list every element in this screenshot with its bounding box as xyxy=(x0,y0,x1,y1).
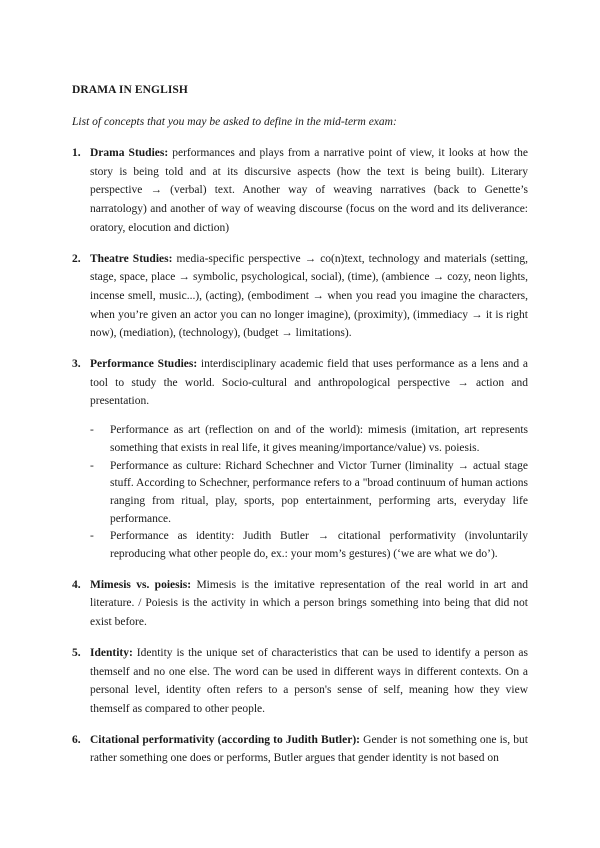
item-content xyxy=(90,355,528,411)
document-title: DRAMA IN ENGLISH xyxy=(72,84,188,96)
bullet-item-identity xyxy=(90,528,528,563)
item-term: Drama Studies: xyxy=(90,147,169,159)
concept-item-identity xyxy=(72,644,528,719)
concept-item-drama-studies xyxy=(72,144,528,238)
item-definition: interdisciplinary academic field that uses performance as a lens and a tool to study the world. Socio-cultural and anthropological perspective → action and presentation. xyxy=(90,358,529,408)
item-definition: Gender is not something one is, but rather something one does or performs, Butler argues that gender identity is not based on xyxy=(90,733,528,765)
item-definition: performances and plays from a narrative point of view, it looks at how the story is being told and at its discursive aspects (how the text is being built). Literary perspective → (verbal) text. Another way of weaving narratives (back to Genette’s narratology) and another of way of weaving discourse (focus on the word and its deliverance: oratory, elocution and diction) xyxy=(90,147,528,234)
item-definition: Mimesis is the imitative representation of the real world in art and literature. / Poiesis is the activity in which a person brings something into being that did not exist before. xyxy=(90,578,528,629)
item-term: Identity: xyxy=(90,646,133,659)
item-definition: Identity is the unique set of characteristics that can be used to identify a person as themself and no one else. The word can be used in different ways in different contexts. On a personal level, identity often refers to a person's sense of self, meaning how they view themself as compared to other people. xyxy=(90,646,528,715)
item-number: 2. xyxy=(72,252,81,265)
bullet-dash: - xyxy=(90,424,94,437)
bullet-item-art xyxy=(90,422,528,457)
item-number: 4. xyxy=(72,578,81,591)
item-term: Performance Studies: xyxy=(90,358,198,371)
item-term: Theatre Studies: xyxy=(90,252,173,265)
item-content xyxy=(90,144,528,238)
bullet-dash: - xyxy=(90,530,94,543)
concept-item-citational-performativity xyxy=(72,731,528,768)
item-definition: media-specific perspective → co(n)text, technology and materials (setting, stage, space, place → symbolic, psychological, social), (time), (ambience → cozy, neon lights, incense smell, music...), (acting), (embodiment → when you read you imagine the characters, when you’re given an actor you can no longer imagine), (proximity), (immediacy → it is right now), (mediation), (technology), (budget → limitations). xyxy=(90,252,529,340)
item-number: 6. xyxy=(72,733,81,746)
intro-text: List of concepts that you may be asked to define in the mid-term exam: xyxy=(72,116,397,128)
bullet-text: Performance as culture: Richard Schechner and Victor Turner (liminality → actual stage stuff. According to Schechner, performance refers to a "broad continuum of human actions ranging from ritual, play, sports, pop entertainment, performing arts, everyday life performance. xyxy=(110,459,528,525)
bullet-text: Performance as art (reflection on and of the world): mimesis (imitation, art represents something that exists in real life, it gives meaning/importance/value) vs. poiesis. xyxy=(110,424,528,454)
item-content xyxy=(90,250,528,344)
performance-bullet-list xyxy=(90,422,528,564)
concept-item-mimesis-poiesis xyxy=(72,576,528,632)
item-number: 3. xyxy=(72,358,81,371)
item-term: Mimesis vs. poiesis: xyxy=(90,578,192,591)
item-term: Citational performativity (according to Judith Butler): xyxy=(90,733,360,746)
concept-item-performance-studies xyxy=(72,355,528,411)
item-number: 1. xyxy=(72,147,81,159)
item-content xyxy=(90,576,528,632)
bullet-dash: - xyxy=(90,459,94,472)
item-content xyxy=(90,731,528,768)
bullet-item-culture xyxy=(90,458,528,529)
bullet-text: Performance as identity: Judith Butler → citational performativity (involuntarily reproducing what other people do, ex.: your mom’s gestures) (‘we are what we do’). xyxy=(110,530,528,561)
item-content xyxy=(90,644,528,719)
concept-item-theatre-studies xyxy=(72,250,528,344)
item-number: 5. xyxy=(72,646,81,659)
